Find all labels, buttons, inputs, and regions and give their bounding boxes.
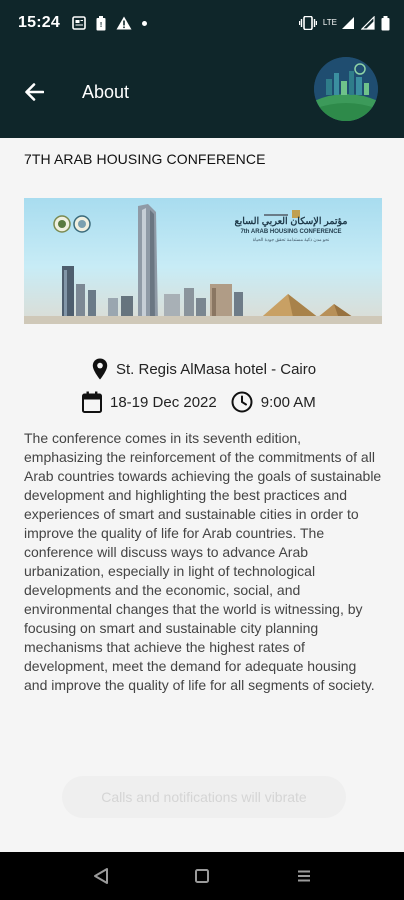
banner-english-title: 7th ARAB HOUSING CONFERENCE bbox=[240, 229, 342, 235]
banner-arabic-title: مؤتمر الإسكان العربي السابع bbox=[234, 216, 348, 227]
app-bar bbox=[0, 46, 404, 138]
notification-dot-icon bbox=[142, 21, 147, 26]
status-bar bbox=[0, 0, 404, 46]
battery-icon bbox=[381, 16, 390, 31]
time-text: 9:00 AM bbox=[260, 393, 316, 411]
page-title: About bbox=[82, 81, 130, 102]
signal-icon-2 bbox=[361, 16, 375, 30]
calendar-icon bbox=[82, 391, 102, 413]
nav-recents-button[interactable] bbox=[294, 866, 314, 886]
date-time-row bbox=[82, 391, 316, 413]
banner-subtitle: نحو مدن ذكية مستدامة تحقق جودة الحياة bbox=[252, 237, 330, 242]
network-type-label: LTE bbox=[322, 18, 337, 27]
conference-description: The conference comes in its seventh edition, emphasizing the reinforcement of the commitments of all Arab countries towards achieving the goals of sustainable development and highlighting the best practices and experiences of smart and sustainable cities in order to improve the quality of life for Arab countries. The conference will discuss ways to advance Arab urbanization, especially in light of technological developments and the economic, social, and environmental changes that the world is witnessing, by focusing on smart and sustainable city planning mechanisms that achieve the highest rates of development, meet the demand for adequate housing and improve the quality of life for all segments of society. bbox=[24, 430, 382, 693]
venue-text: St. Regis AlMasa hotel - Cairo bbox=[116, 360, 317, 378]
back-button[interactable] bbox=[20, 78, 48, 106]
clock-icon bbox=[231, 391, 253, 413]
battery-saver-icon bbox=[96, 16, 106, 31]
conference-logo bbox=[314, 57, 378, 121]
vibrate-icon bbox=[299, 16, 317, 30]
svg-text:!: ! bbox=[99, 21, 103, 29]
date-text: 18-19 Dec 2022 bbox=[110, 393, 217, 411]
toast-message: Calls and notifications will vibrate bbox=[62, 776, 346, 818]
news-icon bbox=[72, 16, 86, 30]
square-home-icon bbox=[194, 868, 210, 884]
venue-row bbox=[92, 358, 316, 380]
location-pin-icon bbox=[92, 358, 108, 380]
status-time: 15:24 bbox=[18, 14, 60, 31]
warning-icon bbox=[116, 16, 132, 30]
system-nav-bar bbox=[0, 852, 404, 900]
signal-icon bbox=[341, 16, 355, 30]
conference-banner bbox=[24, 198, 382, 324]
arrow-left-icon bbox=[24, 83, 44, 101]
banner-text bbox=[216, 216, 366, 243]
nav-back-button[interactable] bbox=[91, 866, 111, 886]
triangle-back-icon bbox=[93, 867, 109, 885]
conference-title: 7TH ARAB HOUSING CONFERENCE bbox=[24, 151, 266, 167]
nav-home-button[interactable] bbox=[192, 866, 212, 886]
menu-lines-icon bbox=[296, 868, 312, 884]
